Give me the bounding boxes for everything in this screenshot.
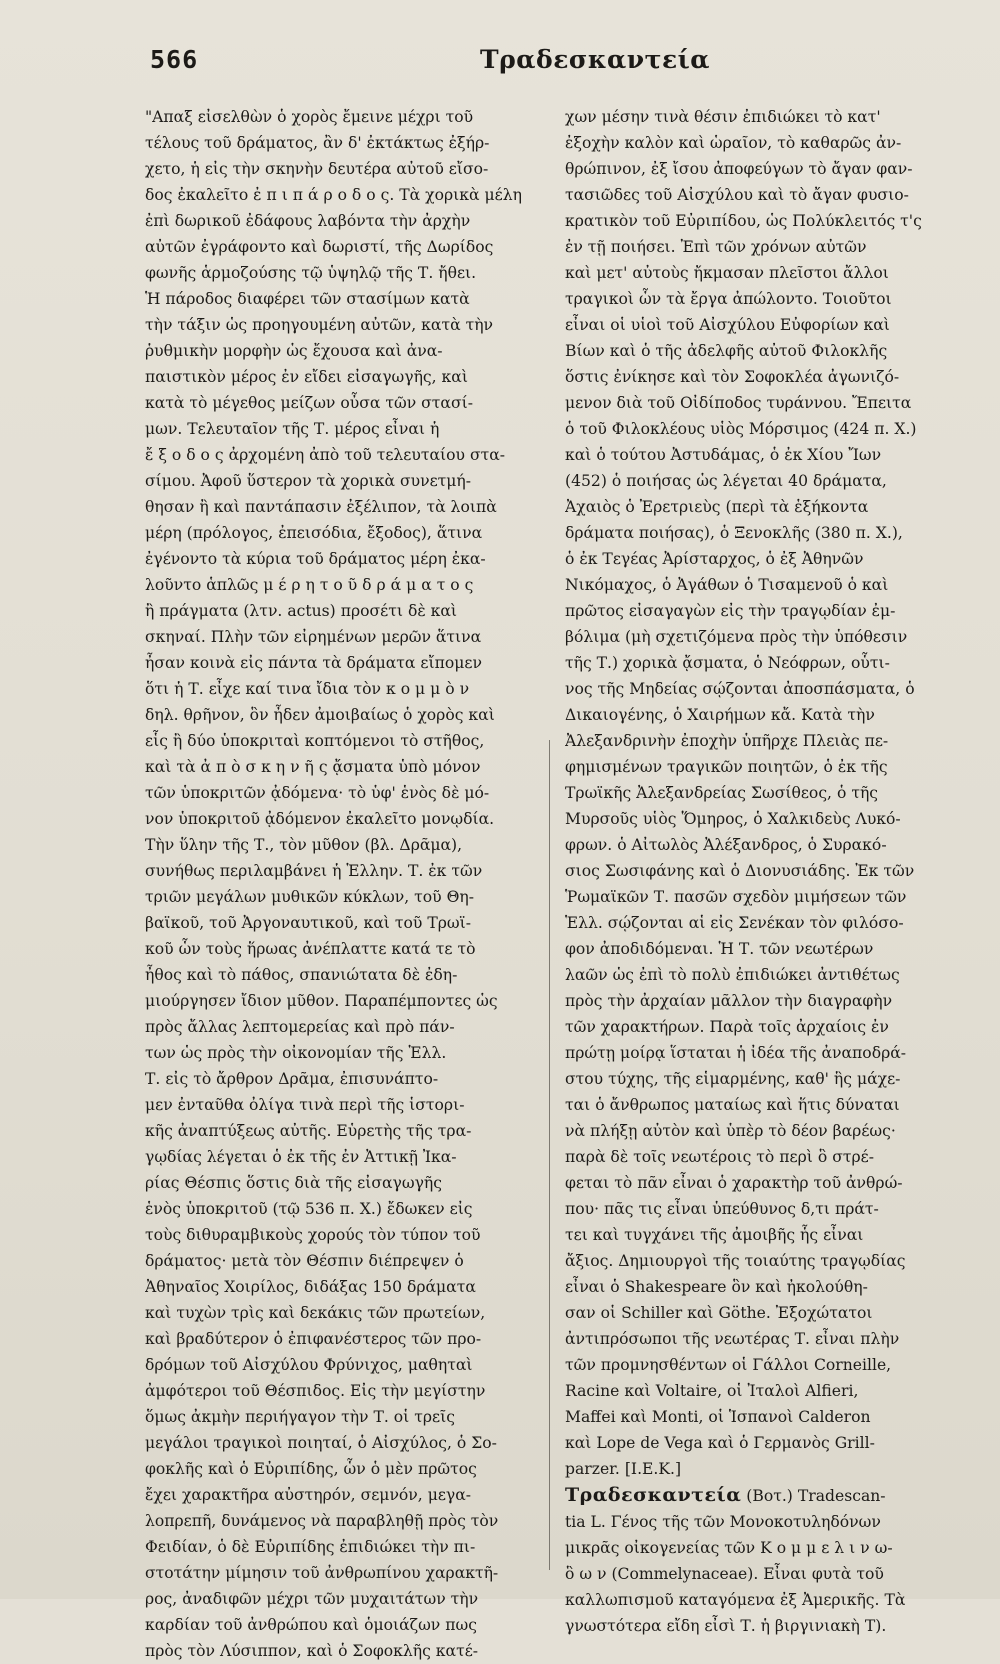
page-number: 566 [150, 45, 199, 74]
text-line: κῆς ἀναπτύξεως αὐτῆς. Εὑρετὴς τῆς τρα- [145, 1122, 472, 1140]
text-line: ὅμως ἀκμὴν περιήγαγον τὴν Τ. οἱ τρεῖς [145, 1408, 455, 1426]
text-line: Δικαιογένης, ὁ Χαιρήμων κἄ. Κατὰ τὴν [565, 706, 875, 724]
text-line: ἦθος καὶ τὸ πάθος, σπανιώτατα δὲ ἐδη- [145, 966, 458, 984]
text-line: εἷς ἢ δύο ὑποκριταὶ κοπτόμενοι τὸ στῆθος, [145, 732, 485, 750]
text-line: σαν οἱ Schiller καὶ Göthe. Ἐξοχώτατοι [565, 1304, 873, 1322]
left-column [145, 104, 537, 1664]
text-line: τὴν τάξιν ὡς προηγουμένη αὐτῶν, κατὰ τὴν [145, 316, 494, 334]
text-line: λαῶν ὡς ἐπὶ τὸ πολὺ ἐπιδιώκει ἀντιθέτως [565, 966, 900, 984]
text-line: Ἀχαιὸς ὁ Ἐρετριεὺς (περὶ τὰ ἑξήκοντα [565, 498, 869, 516]
text-line: κοῦ ὧν τοὺς ἥρωας ἀνέπλαττε κατά τε τὸ [145, 940, 476, 958]
text-line: δράματος· μετὰ τὸν Θέσπιν διέπρεψεν ὁ [145, 1252, 464, 1270]
text-line: ἢ πράγματα (λτν. actus) προσέτι δὲ καὶ [145, 602, 458, 620]
text-line: τῶν χαρακτήρων. Παρὰ τοῖς ἀρχαίοις ἐν [565, 1018, 889, 1036]
text-line: φωνῆς ἁρμοζούσης τῷ ὑψηλῷ τῆς Τ. ἤθει. [145, 264, 477, 282]
text-line: φρων. ὁ Αἰτωλὸς Ἀλέξανδρος, ὁ Συρακό- [565, 836, 887, 854]
text-line: ἄξιος. Δημιουργοὶ τῆς τοιαύτης τραγῳδίας [565, 1252, 906, 1270]
text-line: ῥυθμικὴν μορφὴν ὡς ἔχουσα καὶ ἀνα- [145, 342, 443, 360]
text-line: Τρωϊκῆς Ἀλεξανδρείας Σωσίθεος, ὁ τῆς [565, 784, 879, 802]
text-line: ἐξοχὴν καλὸν καὶ ὡραῖον, τὸ καθαρῶς ἀν- [565, 134, 902, 152]
text-line: Ἀθηναῖος Χοιρίλος, διδάξας 150 δράματα [145, 1278, 476, 1296]
text-line: βαϊκοῦ, τοῦ Ἀργοναυτικοῦ, καὶ τοῦ Τρωϊ- [145, 914, 471, 932]
text-line: ἦσαν κοινὰ εἰς πάντα τὰ δράματα εἴπομεν [145, 654, 482, 672]
text-line: νὰ πλήξῃ αὐτὸν καὶ ὑπὲρ τὸ δέον βαρέως· [565, 1122, 896, 1140]
text-line: Maffei καὶ Monti, οἱ Ἱσπανοὶ Calderon [565, 1408, 871, 1426]
text-line: Τὴν ὕλην τῆς Τ., τὸν μῦθον (βλ. Δρᾶμα), [145, 836, 463, 854]
text-line: δος ἐκαλεῖτο ἐ π ι π ά ρ ο δ ο ς. Τὰ χορικὰ μέλη [145, 186, 522, 204]
text-line: εἶναι οἱ υἱοὶ τοῦ Αἰσχύλου Εὐφορίων καὶ [565, 316, 890, 334]
text-line: κατὰ τὸ μέγεθος μείζων οὖσα τῶν στασί- [145, 394, 473, 412]
text-line: Τ. εἰς τὸ ἄρθρον Δρᾶμα, ἐπισυνάπτο- [145, 1070, 439, 1088]
text-line: βόλιμα (μὴ σχετιζόμενα πρὸς τὴν ὑπόθεσιν [565, 628, 908, 646]
text-line: πρὸς ἄλλας λεπτομερείας καὶ πρὸ πάν- [145, 1018, 455, 1036]
text-line: πρὸς τὴν ἀρχαίαν μᾶλλον τὴν διαγραφὴν [565, 992, 893, 1010]
text-line: ὅτι ἡ Τ. εἶχε καί τινα ἴδια τὸν κ ο μ μ ὸ ν [145, 680, 470, 698]
text-line: σίμου. Ἀφοῦ ὕστερον τὰ χορικὰ συνετμή- [145, 472, 472, 490]
page-header [150, 45, 710, 89]
entry-first-line [565, 1482, 957, 1509]
text-line: καὶ τὰ ἀ π ὸ σ κ η ν ῆ ς ᾄσματα ὑπὸ μόνον [145, 758, 481, 776]
right-column [565, 104, 957, 1639]
text-line: ἑνὸς ὑποκριτοῦ (τῷ 536 π. Χ.) ἔδωκεν εἰς [145, 1200, 473, 1218]
text-line: tia L. Γένος τῆς τῶν Μονοκοτυληδόνων [565, 1513, 881, 1531]
text-line: δράματα ποιήσας), ὁ Ξενοκλῆς (380 π. Χ.), [565, 524, 903, 542]
text-line: τραγικοὶ ὧν τὰ ἔργα ἀπώλοντο. Τοιοῦτοι [565, 290, 892, 308]
text-line: που· πᾶς τις εἶναι ὑπεύθυνος δ,τι πράτ- [565, 1200, 879, 1218]
text-line: θησαν ἢ καὶ παντάπασιν ἐξέλιπον, τὰ λοιπὰ [145, 498, 497, 516]
text-line: πρῶτος εἰσαγαγὼν εἰς τὴν τραγῳδίαν ἐμ- [565, 602, 896, 620]
text-line: ρίας Θέσπις ὅστις διὰ τῆς εἰσαγωγῆς [145, 1174, 442, 1192]
text-line: μενον διὰ τοῦ Οἰδίποδος τυράννου. Ἔπειτα [565, 394, 912, 412]
text-line: καὶ Lope de Vega καὶ ὁ Γερμανὸς Grill- [565, 1434, 875, 1452]
text-line: Ἑλλ. σῴζονται αἱ εἰς Σενέκαν τὸν φιλόσο- [565, 914, 904, 932]
text-line: καὶ μετ' αὐτοὺς ἤκμασαν πλεῖστοι ἄλλοι [565, 264, 889, 282]
text-line: ὁ ἐκ Τεγέας Ἀρίσταρχος, ὁ ἐξ Ἀθηνῶν [565, 550, 864, 568]
text-line: ὃ ω ν (Commelynaceae). Εἶναι φυτὰ τοῦ [565, 1565, 884, 1583]
text-line: ἐπὶ δωρικοῦ ἐδάφους λαβόντα τὴν ἀρχὴν [145, 212, 471, 230]
text-line: Racine καὶ Voltaire, οἱ Ἰταλοὶ Alfieri, [565, 1382, 859, 1400]
text-line: συνήθως περιλαμβάνει ἡ Ἑλλην. Τ. ἐκ τῶν [145, 862, 483, 880]
text-line: λοῦντο ἁπλῶς μ έ ρ η τ ο ῦ δ ρ ά μ α τ ο ς [145, 576, 474, 594]
text-line: τριῶν μεγάλων μυθικῶν κύκλων, τοῦ Θη- [145, 888, 474, 906]
text-line: μέρη (πρόλογος, ἐπεισόδια, ἔξοδος), ἅτινα [145, 524, 483, 542]
text-line: νος τῆς Μηδείας σῴζονται ἀποσπάσματα, ὁ [565, 680, 915, 698]
text-line: μεγάλοι τραγικοὶ ποιηταί, ὁ Αἰσχύλος, ὁ Σο- [145, 1434, 497, 1452]
text-line: λοπρεπῆ, δυνάμενος νὰ παραβληθῇ πρὸς τὸν [145, 1512, 499, 1530]
running-head: Τραδεσκαντεία [480, 45, 710, 74]
entry-first-line-rest: (Βοτ.) Tradescan- [741, 1487, 886, 1505]
text-line: φεται τὸ πᾶν εἶναι ὁ χαρακτὴρ τοῦ ἀνθρώ- [565, 1174, 903, 1192]
text-line: μεν ἐνταῦθα ὀλίγα τινὰ περὶ τῆς ἱστορι- [145, 1096, 465, 1114]
text-line: εἶναι ὁ Shakespeare ὃν καὶ ἠκολούθη- [565, 1278, 868, 1296]
text-line: καὶ τυχὼν τρὶς καὶ δεκάκις τῶν πρωτείων, [145, 1304, 486, 1322]
text-line: καρδίαν τοῦ ἀνθρώπου καὶ ὁμοιάζων πως [145, 1616, 477, 1634]
text-line: τει καὶ τυγχάνει τῆς ἀμοιβῆς ἧς εἶναι [565, 1226, 864, 1244]
text-line: τῶν προμνησθέντων οἱ Γάλλοι Corneille, [565, 1356, 892, 1374]
text-line: "Απαξ εἰσελθὼν ὁ χορὸς ἔμεινε μέχρι τοῦ [145, 108, 474, 126]
text-line: των ὡς πρὸς τὴν οἰκονομίαν τῆς Ἑλλ. [145, 1044, 447, 1062]
column-rule [549, 740, 550, 1570]
text-line: Ἡ πάροδος διαφέρει τῶν στασίμων κατὰ [145, 290, 470, 308]
text-line: Ἀλεξανδρινὴν ἐποχὴν ὑπῆρχε Πλειὰς πε- [565, 732, 889, 750]
text-line: κρατικὸν τοῦ Εὐριπίδου, ὡς Πολύκλειτός τ'ς [565, 212, 922, 230]
entry-headword: Τραδεσκαντεία [565, 1484, 742, 1506]
text-line: ἔχει χαρακτῆρα αὐστηρόν, σεμνόν, μεγα- [145, 1486, 472, 1504]
text-line: στου τύχης, τῆς εἱμαρμένης, καθ' ἣς μάχε- [565, 1070, 901, 1088]
text-line: τοὺς διθυραμβικοὺς χορούς τὸν τύπον τοῦ [145, 1226, 481, 1244]
text-line: ἐγένοντο τὰ κύρια τοῦ δράματος μέρη ἐκα- [145, 550, 486, 568]
text-line: μιούργησεν ἴδιον μῦθον. Παραπέμποντες ὡς [145, 992, 498, 1010]
text-line: Βίων καὶ ὁ τῆς ἀδελφῆς αὐτοῦ Φιλοκλῆς [565, 342, 888, 360]
right-column-text [565, 104, 957, 1482]
text-line: ἐν τῇ ποιήσει. Ἐπὶ τῶν χρόνων αὐτῶν [565, 238, 867, 256]
text-line: (452) ὁ ποιήσας ὡς λέγεται 40 δράματα, [565, 472, 887, 490]
entry-lines [565, 1509, 957, 1639]
text-line: καλλωπισμοῦ καταγόμενα ἐξ Ἀμερικῆς. Τὰ [565, 1591, 906, 1609]
text-line: καὶ ὁ τούτου Ἀστυδάμας, ὁ ἐκ Χίου Ἴων [565, 446, 882, 464]
text-line: σιος Σωσιφάνης καὶ ὁ Διονυσιάδης. Ἐκ τῶν [565, 862, 915, 880]
text-line: Μυρσοῦς υἱὸς Ὅμηρος, ὁ Χαλκιδεὺς Λυκό- [565, 810, 901, 828]
text-line: τέλους τοῦ δράματος, ἂν δ' ἐκτάκτως ἐξήρ- [145, 134, 490, 152]
text-line: νον ὑποκριτοῦ ᾀδόμενον ἐκαλεῖτο μονῳδία. [145, 810, 495, 828]
text-line: τῆς Τ.) χορικὰ ᾄσματα, ὁ Νεόφρων, οὗτι- [565, 654, 890, 672]
text-line: στοτάτην μίμησιν τοῦ ἀνθρωπίνου χαρακτῆ- [145, 1564, 499, 1582]
text-line: ὁ τοῦ Φιλοκλέους υἱὸς Μόρσιμος (424 π. Χ.) [565, 420, 917, 438]
text-line: parzer. [Ι.Ε.Κ.] [565, 1460, 682, 1478]
text-line: Νικόμαχος, ὁ Ἀγάθων ὁ Τισαμενοῦ ὁ καὶ [565, 576, 889, 594]
text-line: φοκλῆς καὶ ὁ Εὐριπίδης, ὧν ὁ μὲν πρῶτος [145, 1460, 477, 1478]
text-line: τασιῶδες τοῦ Αἰσχύλου καὶ τὸ ἄγαν φυσιο- [565, 186, 909, 204]
text-line: ὅστις ἐνίκησε καὶ τὸν Σοφοκλέα ἀγωνιζό- [565, 368, 900, 386]
text-line: ρος, ἀναδιφῶν μέχρι τῶν μυχαιτάτων τὴν [145, 1590, 479, 1608]
text-line: παιστικὸν μέρος ἐν εἴδει εἰσαγωγῆς, καὶ [145, 368, 468, 386]
text-line: χετο, ἡ εἰς τὴν σκηνὴν δευτέρα αὐτοῦ εἴσο- [145, 160, 489, 178]
text-line: μικρᾶς οἰκογενείας τῶν Κ ο μ μ ε λ ι ν ω- [565, 1539, 893, 1557]
text-line: φον ἀποδιδόμεναι. Ἡ Τ. τῶν νεωτέρων [565, 940, 874, 958]
text-line: Φειδίαν, ὁ δὲ Εὐριπίδης ἐπιδιώκει τὴν πι- [145, 1538, 476, 1556]
text-line: αὐτῶν ἐγράφοντο καὶ δωριστί, τῆς Δωρίδος [145, 238, 494, 256]
text-line: πρώτῃ μοίρᾳ ἵσταται ἡ ἰδέα τῆς ἀναποδρά- [565, 1044, 907, 1062]
text-line: ἔ ξ ο δ ο ς ἀρχομένη ἀπὸ τοῦ τελευταίου στα- [145, 446, 506, 464]
text-line: πρὸς τὸν Λύσιππον, καὶ ὁ Σοφοκλῆς κατέ- [145, 1642, 479, 1660]
text-line: μων. Τελευταῖον τῆς Τ. μέρος εἶναι ἡ [145, 420, 440, 438]
text-line: ται ὁ ἄνθρωπος ματαίως καὶ ἥτις δύναται [565, 1096, 900, 1114]
text-line: θρώπινον, ἐξ ἴσου ἀποφεύγων τὸ ἄγαν φαν- [565, 160, 913, 178]
text-line: παρὰ δὲ τοῖς νεωτέροις τὸ περὶ ὃ στρέ- [565, 1148, 874, 1166]
text-line: φημισμένων τραγικῶν ποιητῶν, ὁ ἐκ τῆς [565, 758, 888, 776]
text-line: τῶν ὑποκριτῶν ᾀδόμενα· τὸ ὑφ' ἑνὸς δὲ μό- [145, 784, 490, 802]
text-line: χων μέσην τινὰ θέσιν ἐπιδιώκει τὸ κατ' [565, 108, 881, 126]
text-line: γῳδίας λέγεται ὁ ἐκ τῆς ἐν Ἀττικῇ Ἰκα- [145, 1148, 457, 1166]
text-line: καὶ βραδύτερον ὁ ἐπιφανέστερος τῶν προ- [145, 1330, 482, 1348]
text-line: γνωστότερα εἴδη εἶσὶ Τ. ἡ βιργινιακὴ Τ). [565, 1617, 887, 1635]
text-line: δηλ. θρῆνον, ὃν ἦδεν ἀμοιβαίως ὁ χορὸς καὶ [145, 706, 495, 724]
text-line: ἀντιπρόσωποι τῆς νεωτέρας Τ. εἶναι πλὴν [565, 1330, 900, 1348]
text-line: Ῥωμαϊκῶν Τ. πασῶν σχεδὸν μιμήσεων τῶν [565, 888, 907, 906]
text-line: δρόμων τοῦ Αἰσχύλου Φρύνιχος, μαθηταὶ [145, 1356, 473, 1374]
text-line: ἀμφότεροι τοῦ Θέσπιδος. Εἰς τὴν μεγίστην [145, 1382, 486, 1400]
dictionary-entry [565, 1482, 957, 1639]
text-line: σκηναί. Πλὴν τῶν εἰρημένων μερῶν ἅτινα [145, 628, 482, 646]
